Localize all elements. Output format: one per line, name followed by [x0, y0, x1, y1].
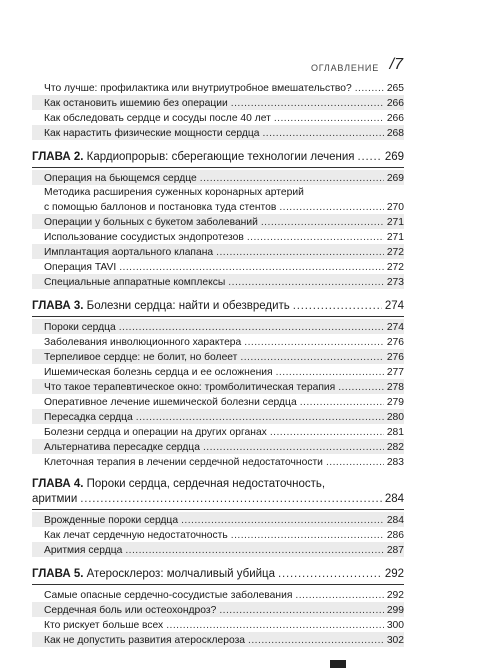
dot-leader — [247, 232, 384, 244]
dot-leader — [231, 98, 384, 110]
dot-leader — [358, 150, 382, 164]
chapter-5 — [32, 563, 404, 647]
toc-entry-title: Имплантация аортального клапана — [44, 247, 214, 258]
toc-entry-title: Специальные аппаратные комплексы — [44, 277, 226, 288]
toc-entry[interactable] — [32, 244, 404, 259]
toc-entry[interactable] — [32, 409, 404, 424]
toc-entry-title: Кто рискует больше всех — [44, 620, 164, 631]
dot-leader — [244, 337, 384, 349]
dot-leader — [181, 515, 384, 527]
chapter-rule — [32, 316, 404, 317]
toc-entry[interactable] — [32, 364, 404, 379]
dot-leader — [240, 352, 383, 364]
toc-entry[interactable] — [32, 125, 404, 140]
chapter-page: 274 — [384, 300, 404, 312]
toc-entry-title: Заболевания инволюционного характера — [44, 337, 242, 348]
toc-entry-title: Пороки сердца — [44, 322, 116, 333]
chapter-title-text: Атеросклероз: молчаливый убийца — [86, 568, 276, 580]
toc-entry-page: 276 — [386, 352, 404, 363]
toc-entry-title: с помощью баллонов и постановка туда стентов — [44, 202, 277, 213]
toc-entry[interactable] — [32, 229, 404, 244]
dot-leader — [80, 492, 382, 506]
dot-leader — [216, 247, 384, 259]
toc-entry-title: Что такое терапевтическое окно: тромболитическая терапия — [44, 382, 336, 393]
chapter-heading-continued[interactable] — [32, 491, 404, 506]
toc-entry-title: Как обследовать сердце и сосуды после 40 лет — [44, 113, 271, 124]
chapter-label: ГЛАВА 3. — [32, 300, 84, 312]
chapter-title-text: Болезни сердца: найти и обезвредить — [86, 300, 290, 312]
toc-entry-page: 278 — [386, 382, 404, 393]
dot-leader — [200, 173, 384, 185]
chapter-2 — [32, 146, 404, 289]
toc-entry-page: 271 — [386, 217, 404, 228]
toc-entry[interactable] — [32, 394, 404, 409]
dot-leader — [293, 299, 382, 313]
dot-leader — [219, 605, 383, 617]
toc-entry-title: Использование сосудистых эндопротезов — [44, 232, 244, 243]
toc-entry[interactable] — [32, 95, 404, 110]
chapter-title-text: аритмии — [32, 493, 78, 505]
toc-entry[interactable] — [32, 424, 404, 439]
chapter-heading[interactable] — [32, 563, 404, 581]
toc-entry-page: 272 — [386, 247, 404, 258]
toc-entry-title: Как не допустить развития атеросклероза — [44, 635, 246, 646]
dot-leader — [355, 83, 384, 95]
toc-entry[interactable] — [32, 587, 404, 602]
toc-entry-page: 265 — [386, 83, 404, 94]
toc-entry[interactable] — [32, 617, 404, 632]
chapter-title — [32, 477, 325, 491]
toc-entry-page: 270 — [386, 202, 404, 213]
toc-entry[interactable] — [32, 214, 404, 229]
toc-entry-page: 299 — [386, 605, 404, 616]
toc-entry-page: 276 — [386, 337, 404, 348]
toc-entry[interactable] — [32, 185, 404, 199]
dot-leader — [300, 397, 384, 409]
chapter-rule — [32, 584, 404, 585]
toc-entry-page: 273 — [386, 277, 404, 288]
toc-entry-page: 277 — [386, 367, 404, 378]
chapter-4 — [32, 475, 404, 557]
dot-leader — [262, 128, 383, 140]
toc-entry[interactable] — [32, 274, 404, 289]
chapter-title — [32, 567, 275, 581]
toc-entry-continued[interactable] — [32, 199, 404, 214]
chapter-rule — [32, 509, 404, 510]
toc-entry-title: Что лучше: профилактика или внутриутробное вмешательство? — [44, 83, 352, 94]
toc-entry-page: 269 — [386, 173, 404, 184]
toc-entry-page: 279 — [386, 397, 404, 408]
toc-entry-title: Операции у больных с букетом заболеваний — [44, 217, 258, 228]
dot-leader — [119, 322, 384, 334]
toc-entry-title: Методика расширения суженных коронарных артерий — [44, 187, 304, 198]
toc-entry-title: Оперативное лечение ишемической болезни сердца — [44, 397, 297, 408]
toc-entry-title: Пересадка сердца — [44, 412, 133, 423]
toc-entry-page: 284 — [386, 515, 404, 526]
dot-leader — [326, 457, 384, 469]
toc-entry-title: Как нарастить физические мощности сердца — [44, 128, 260, 139]
toc-entry-page: 286 — [386, 530, 404, 541]
page-number: /7 — [389, 56, 403, 73]
dot-leader — [136, 412, 384, 424]
toc-entry[interactable] — [32, 454, 404, 469]
toc-entry-page: 268 — [386, 128, 404, 139]
dot-leader — [228, 277, 384, 289]
chapter-heading[interactable] — [32, 295, 404, 313]
toc-entry-page: 287 — [386, 545, 404, 556]
toc-entry-page: 272 — [386, 262, 404, 273]
toc-entry[interactable] — [32, 602, 404, 617]
toc-entry-title: Врожденные пороки сердца — [44, 515, 179, 526]
toc-entry-title: Как остановить ишемию без операции — [44, 98, 228, 109]
toc-entry-title: Альтернатива пересадке сердца — [44, 442, 200, 453]
chapter-label: ГЛАВА 5. — [32, 568, 84, 580]
toc-entry-title: Операция TAVI — [44, 262, 117, 273]
chapter-3 — [32, 295, 404, 469]
toc-entry-title: Самые опасные сердечно-сосудистые заболевания — [44, 590, 293, 601]
toc-entry-page: 274 — [386, 322, 404, 333]
toc-entry-page: 266 — [386, 98, 404, 109]
dot-leader — [166, 620, 384, 632]
chapter-title-text: Пороки сердца, сердечная недостаточность, — [86, 478, 326, 490]
dot-leader — [261, 217, 384, 229]
chapter-rule — [32, 167, 404, 168]
toc-entry-page: 280 — [386, 412, 404, 423]
toc-entry[interactable] — [32, 334, 404, 349]
toc-entry[interactable] — [32, 349, 404, 364]
chapter-page: 292 — [384, 568, 404, 580]
toc-entry[interactable] — [32, 80, 404, 95]
dot-leader — [338, 382, 384, 394]
toc-entry-title: Аритмия сердца — [44, 545, 123, 556]
toc-entry[interactable] — [32, 110, 404, 125]
toc-entry-title: Сердечная боль или остеохондроз? — [44, 605, 217, 616]
toc-entry-page: 271 — [386, 232, 404, 243]
chapter-title — [32, 150, 355, 164]
dot-leader — [274, 113, 384, 125]
toc-entry-title: Болезни сердца и операции на других органах — [44, 427, 267, 438]
dot-leader — [278, 567, 382, 581]
chapter-page: 284 — [384, 493, 404, 505]
toc-entry-page: 292 — [386, 590, 404, 601]
dot-leader — [295, 590, 383, 602]
toc-entry-page: 266 — [386, 113, 404, 124]
chapter-page: 269 — [384, 151, 404, 163]
toc-entry[interactable] — [32, 512, 404, 527]
page-header — [0, 56, 477, 78]
dot-leader — [203, 442, 384, 454]
toc-entry-title: Терпеливое сердце: не болит, но болеет — [44, 352, 238, 363]
chapter-label: ГЛАВА 2. — [32, 151, 84, 163]
toc-entry[interactable] — [32, 319, 404, 334]
dot-leader — [276, 367, 384, 379]
dot-leader — [231, 530, 384, 542]
dot-leader — [125, 545, 383, 557]
dot-leader — [279, 202, 383, 214]
toc-entry-page: 302 — [386, 635, 404, 646]
toc-entry[interactable] — [32, 542, 404, 557]
toc-entry[interactable] — [32, 439, 404, 454]
toc-entry[interactable] — [32, 259, 404, 274]
chapter-heading[interactable] — [32, 146, 404, 164]
toc-entry[interactable] — [32, 170, 404, 185]
toc-entry-title: Операция на бьющемся сердце — [44, 173, 197, 184]
dot-leader — [248, 635, 384, 647]
chapter-title-text: Кардиопрорыв: сберегающие технологии лечения — [86, 151, 355, 163]
dot-leader — [119, 262, 384, 274]
running-title: ОГЛАВЛЕНИЕ — [310, 63, 379, 73]
toc-entry-page: 281 — [386, 427, 404, 438]
chapter-title — [32, 299, 290, 313]
toc-entry[interactable] — [32, 379, 404, 394]
toc-entry[interactable] — [32, 632, 404, 647]
dot-leader — [270, 427, 384, 439]
toc-entry-page: 283 — [386, 457, 404, 468]
toc-entry-title: Ишемическая болезнь сердца и ее осложнения — [44, 367, 273, 378]
chapter-label: ГЛАВА 4. — [32, 478, 84, 490]
chapter-heading[interactable] — [32, 475, 404, 491]
toc-entry[interactable] — [32, 527, 404, 542]
toc-entry-page: 300 — [386, 620, 404, 631]
toc-entry-page: 282 — [386, 442, 404, 453]
toc-entry-title: Как лечат сердечную недостаточность — [44, 530, 228, 541]
table-of-contents — [32, 80, 404, 647]
toc-entry-title: Клеточная терапия в лечении сердечной недостаточности — [44, 457, 323, 468]
page-edge-mark — [330, 660, 346, 668]
